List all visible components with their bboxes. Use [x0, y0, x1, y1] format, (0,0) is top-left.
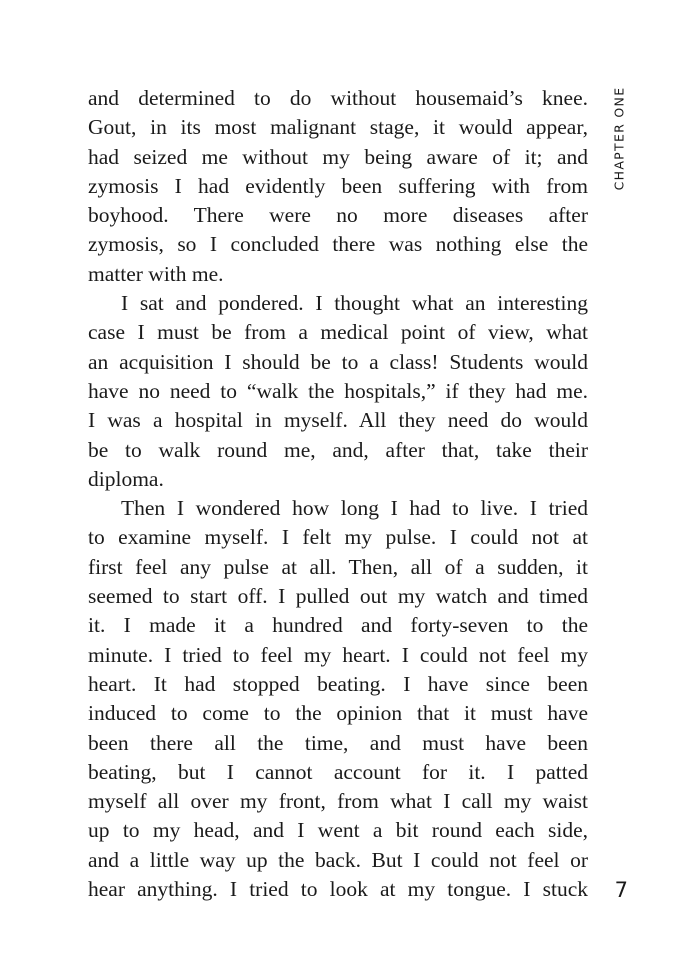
text-line: seemed to start off. I pulled out my watch and timed: [88, 584, 588, 609]
text-line: had seized me without my being aware of it; and: [88, 144, 588, 169]
text-line: and a little way up the back. But I could not feel or: [88, 847, 588, 872]
paragraph: [88, 289, 588, 494]
text-line: I was a hospital in myself. All they need do would: [88, 408, 588, 433]
text-line: been there all the time, and must have been: [88, 730, 588, 755]
text-line: zymosis, so I concluded there was nothing else the: [88, 232, 588, 257]
text-line: case I must be from a medical point of view, what: [88, 320, 588, 345]
text-line: zymosis I had evidently been suffering with from: [88, 173, 588, 198]
text-line: heart. It had stopped beating. I have since been: [88, 671, 588, 696]
text-line: up to my head, and I went a bit round each side,: [88, 818, 588, 843]
text-line: matter with me.: [88, 261, 224, 286]
text-line: first feel any pulse at all. Then, all of a sudden, it: [88, 554, 588, 579]
text-line: boyhood. There were no more diseases after: [88, 203, 588, 228]
text-line: and determined to do without housemaid’s knee.: [88, 86, 588, 110]
text-line: induced to come to the opinion that it must have: [88, 701, 588, 726]
page-number: 7: [614, 878, 628, 902]
paragraph: [88, 84, 588, 289]
text-line: beating, but I cannot account for it. I patted: [88, 759, 588, 784]
chapter-label: CHAPTER ONE: [611, 86, 627, 190]
text-line: minute. I tried to feel my heart. I could not feel my: [88, 642, 588, 667]
text-line: have no need to “walk the hospitals,” if they had me.: [88, 378, 588, 403]
text-line: Gout, in its most malignant stage, it would appear,: [88, 115, 588, 140]
text-line: it. I made it a hundred and forty-seven to the: [88, 613, 588, 638]
body-text: [88, 84, 588, 904]
text-line: an acquisition I should be to a class! Students would: [88, 349, 588, 374]
text-line: myself all over my front, from what I call my waist: [88, 789, 588, 814]
text-line: be to walk round me, and, after that, take their: [88, 437, 588, 462]
text-line: I sat and pondered. I thought what an interesting: [121, 291, 588, 316]
text-line: hear anything. I tried to look at my tongue. I stuck: [88, 877, 588, 902]
text-line: to examine myself. I felt my pulse. I could not at: [88, 525, 588, 550]
paragraph: [88, 494, 588, 904]
running-head: [608, 86, 630, 190]
text-line: diploma.: [88, 466, 164, 491]
text-line: Then I wondered how long I had to live. I tried: [121, 496, 588, 521]
